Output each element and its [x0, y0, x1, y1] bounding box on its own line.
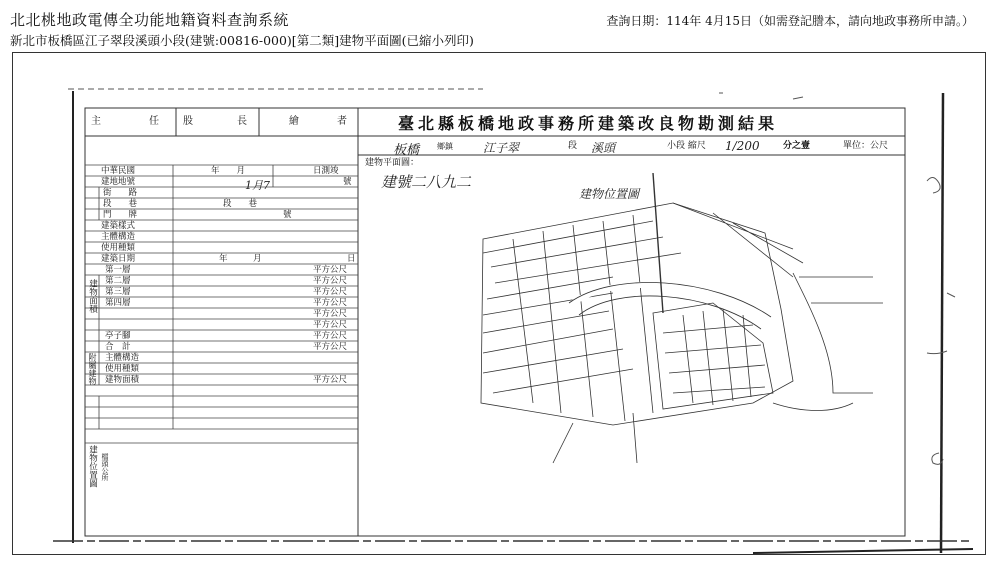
- section-suffix: 段: [568, 141, 578, 151]
- row-right: 日測竣: [313, 166, 339, 176]
- scale-suffix: 分之壹: [783, 141, 811, 151]
- row-right: 平方公尺: [313, 375, 348, 385]
- row-label: 合 計: [105, 342, 131, 352]
- row-right: 平方公尺: [313, 342, 348, 352]
- row-right: 平方公尺: [313, 298, 348, 308]
- row-label: 門 牌: [103, 210, 138, 220]
- row-right: 平方公尺: [313, 331, 348, 341]
- row-right: 平方公尺: [313, 276, 348, 286]
- label-main: 主: [91, 116, 101, 127]
- row-right: 平方公尺: [313, 265, 348, 275]
- system-title: 北北桃地政電傳全功能地籍資料查詢系統: [10, 11, 290, 29]
- group-position-map: 建物位置圖: [87, 445, 98, 488]
- annex-label: 檔頭公所: [101, 453, 109, 481]
- hw-section: 江子翠: [483, 141, 520, 155]
- row-label: 主體構造: [105, 353, 140, 363]
- row-right: 平方公尺: [313, 320, 348, 330]
- row-label: 建築樣式: [101, 221, 136, 231]
- row-label: 段 巷: [103, 199, 138, 209]
- row-label: 建地地號: [101, 177, 136, 187]
- label-gu: 股: [183, 116, 193, 127]
- row-mid: 號: [283, 210, 292, 220]
- row-label: 主體構造: [101, 232, 136, 242]
- township-suffix: 鄉鎮: [437, 142, 453, 151]
- label-zhe: 者: [337, 116, 347, 127]
- form-title: 臺北縣板橋地政事務所建築改良物勘測結果: [398, 114, 779, 133]
- row-label: 使用種類: [105, 364, 140, 374]
- group-building-area: 建物面積: [87, 279, 98, 313]
- row-label: 第四層: [105, 298, 131, 308]
- query-date: 查詢日期：114年 4月15日（如需登記謄本，請向地政事務所申請。）: [606, 14, 974, 28]
- row-mid: 年 月: [211, 166, 246, 176]
- row-label: 第三層: [105, 287, 131, 297]
- row-label: 中華民國: [101, 166, 136, 176]
- row-right: 日: [347, 254, 356, 264]
- group-accessory: 附屬建物: [88, 353, 97, 385]
- row-mid: 段 巷: [223, 199, 258, 209]
- hw-scale: 1/200: [725, 139, 760, 153]
- unit-label: 單位：公尺: [843, 141, 889, 151]
- row-right: 平方公尺: [313, 309, 348, 319]
- hw-scrawl: 1月7: [245, 179, 270, 192]
- row-right: 號: [343, 177, 352, 187]
- scanned-document-frame: [12, 52, 986, 555]
- hw-note-left: 建號二八九二: [381, 173, 472, 191]
- row-mid: 年 月: [219, 254, 262, 264]
- row-label: 第二層: [105, 276, 131, 286]
- hw-note-right: 建物位置圖: [579, 187, 640, 201]
- hw-township: 板橋: [393, 143, 420, 158]
- plan-label: 建物平面圖：: [365, 158, 420, 168]
- row-label: 建物面積: [105, 375, 140, 385]
- scale-label: 小段 縮尺: [667, 141, 706, 151]
- row-right: 平方公尺: [313, 287, 348, 297]
- row-label: 第一層: [105, 265, 131, 275]
- label-ren: 任: [149, 116, 159, 127]
- row-label: 亭子腳: [105, 331, 131, 341]
- row-label: 建築日期: [101, 254, 136, 264]
- hw-subsection: 溪頭: [591, 141, 616, 155]
- row-label: 街 路: [103, 188, 138, 198]
- document-subtitle: 新北市板橋區江子翠段溪頭小段(建號:00816-000)[第二類]建物平面圖(已縮小列印): [10, 33, 474, 48]
- label-chang: 長: [237, 116, 247, 127]
- label-hui: 繪: [289, 116, 299, 127]
- row-label: 使用種類: [101, 243, 136, 253]
